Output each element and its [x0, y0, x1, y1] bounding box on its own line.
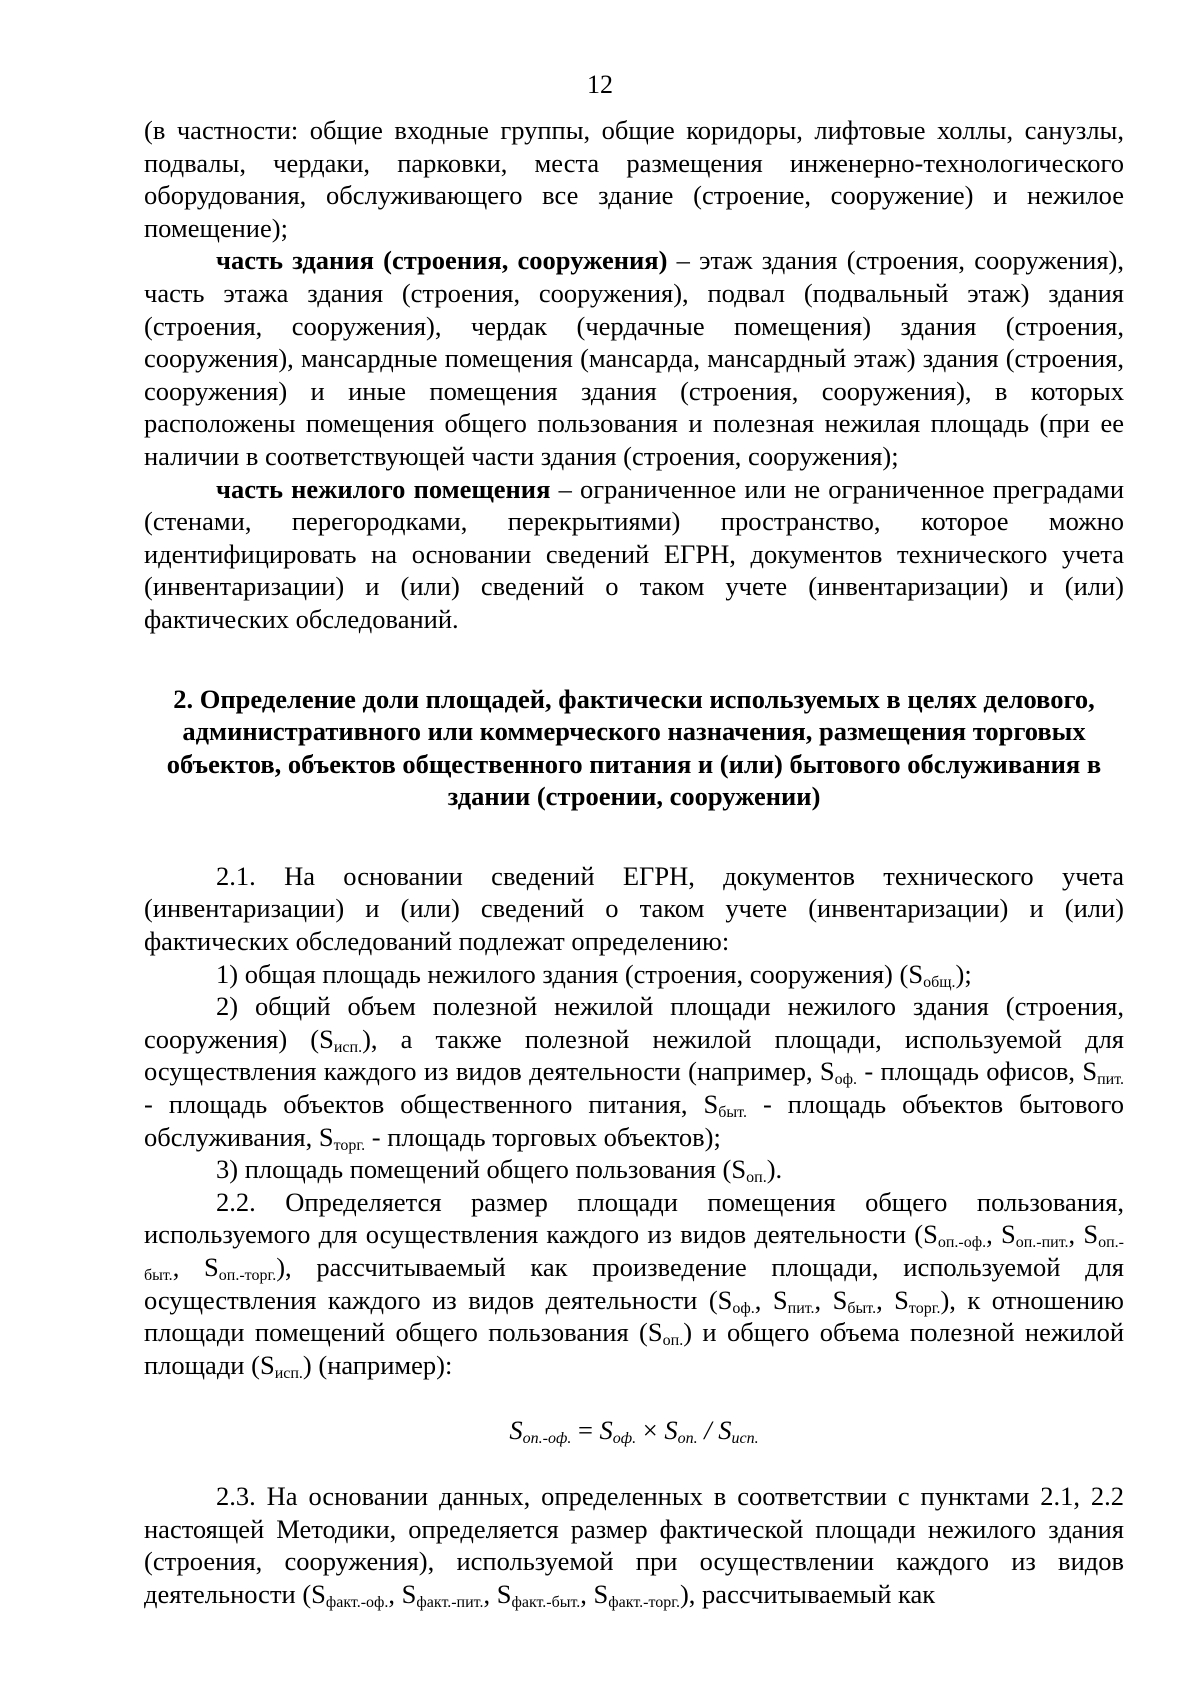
paragraph-2-2: 2.2. Определяется размер площади помещения общего пользования, используемого для осуществления каждого из видов деятельности ($S_{оп.-оф.}$, $S_{оп.-пит.}$, $S_{оп.-быт.}$, $S_{оп.-торг.}$), рассчитываемый как произведение площади, используемой для осуществления каждого из видов деятельности ($S_{оф.}$, $S_{пит.}$, $S_{быт.}$, $S_{торг.}$), к отношению площади помещений общего пользования $(S_{оп.})$ и общего объема полезной нежилой площади $(S_{исп.})$ (например): — [144, 1186, 1125, 1382]
list-item-2: 2) общий объем полезной нежилой площади нежилого здания (строения, сооружения) $(S_{исп.})$, а также полезной нежилой площади, используемой для осуществления каждого из видов деятельности (например, $S_{оф.}$ - площадь офисов, $S_{пит.}$ - площадь объектов общественного питания, $S_{быт.}$ - площадь объектов бытового обслуживания, $S_{торг.}$ - площадь торговых объектов); — [144, 991, 1124, 1154]
definition-premise-part: – ограниченное или не ограниченное преградами (стенами, перегородками, перекрытиями) пространство, которое можно идентифицировать на основании сведений ЕГРН, документов технического учета (инвентаризации) и (или) сведений о таком учете (инвентаризации) и (или) фактических обследований. — [144, 473, 1124, 634]
section-heading: 2. Определение доли площадей, фактически используемых в целях делового, административного или коммерческого назначения, размещения торговых объектов, объектов общественного питания и (или) бытового обслуживания в здании (строении, сооружении) — [166, 683, 1102, 812]
paragraph-2-3: 2.3. На основании данных, определенных в соответствии с пунктами 2.1, 2.2 настоящей Методики, определяется размер фактической площади нежилого здания (строения, сооружения), используемой при осуществлении каждого из видов деятельности ($S_{факт.-оф.}$, $S_{факт.-пит.}$, $S_{факт.-быт.}$, $S_{факт.-торг.}$), рассчитываемый как — [144, 1480, 1124, 1611]
paragraph-premise-part — [144, 473, 1124, 636]
list-item-3: 3) площадь помещений общего пользования $(S_{оп.})$. — [216, 1154, 783, 1187]
term-building-part: часть здания (строения, сооружения) — [216, 245, 668, 276]
formula: $S_{оп.-оф.} = S_{оф.} \times S_{оп.} / S_{исп.}$ — [509, 1415, 759, 1448]
paragraph-building-part — [144, 244, 1124, 472]
paragraph-2-1: 2.1. На основании сведений ЕГРН, документов технического учета (инвентаризации) и (или) сведений о таком учете (инвентаризации) и (или) фактических обследований подлежат определению: — [144, 860, 1124, 957]
definition-building-part: – этаж здания (строения, сооружения), часть этажа здания (строения, сооружения), подвал (подвальный этаж) здания (строения, сооружения), чердак (чердачные помещения) здания (строения, сооружения), мансардные помещения (мансарда, мансардный этаж) здания (строения, сооружения) и иные помещения здания (строения, сооружения), в которых расположены помещения общего пользования и полезная нежилая площадь (при ее наличии в соответствующей части здания (строения, сооружения); — [144, 245, 1124, 471]
term-premise-part: часть нежилого помещения — [216, 473, 551, 504]
page-number: 12 — [587, 70, 613, 99]
paragraph-common-areas: (в частности: общие входные группы, общие коридоры, лифтовые холлы, санузлы, подвалы, чердаки, парковки, места размещения инженерно-технологического оборудования, обслуживающего все здание (строение, сооружение) и нежилое помещение); — [144, 115, 1124, 243]
document-body — [144, 114, 1124, 1610]
list-item-1: 1) общая площадь нежилого здания (строения, сооружения) $(S_{общ.})$; — [216, 958, 972, 991]
